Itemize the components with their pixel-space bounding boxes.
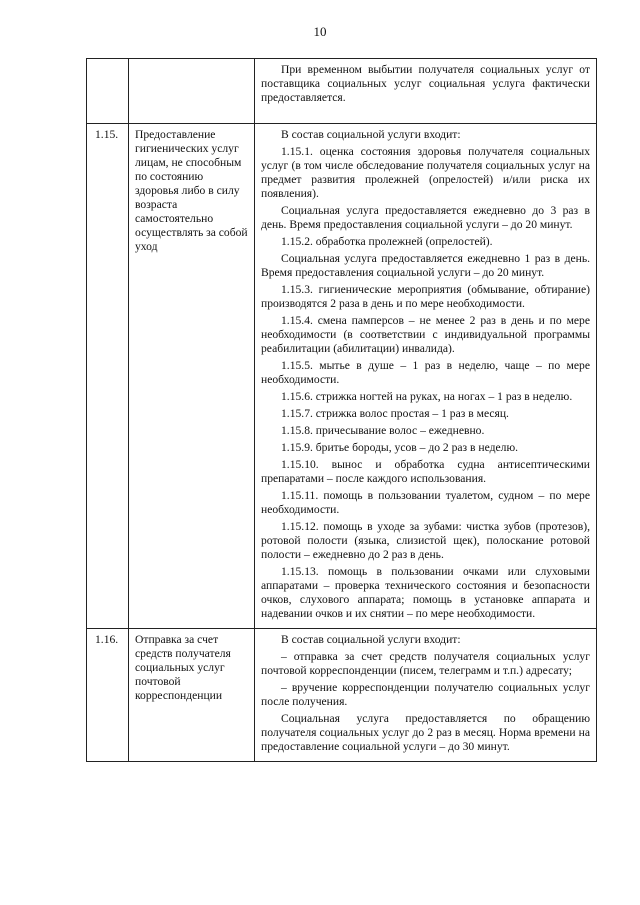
table-row (87, 59, 597, 124)
description-paragraph: 1.15.7. стрижка волос простая – 1 раз в месяц. (281, 407, 509, 420)
description-paragraph: 1.15.8. причесывание волос – ежедневно. (281, 424, 485, 437)
description-paragraph: – вручение корреспонденции получателю социальных услуг после получения. (261, 681, 590, 708)
service-name: Отправка за счет средств получателя социальных услуг почтовой корреспонденции (129, 629, 255, 762)
page-number: 10 (313, 24, 327, 39)
description-paragraph: В состав социальной услуги входит: (281, 633, 461, 646)
description-paragraph: 1.15.4. смена памперсов – не менее 2 раз в день и по мере необходимости (в соответствии с индивидуальной программы реабилитации (абилитации) инвалида). (261, 314, 590, 355)
description-paragraph: 1.15.1. оценка состояния здоровья получателя социальных услуг (в том числе обследование получателя социальных услуг на предмет развития пролежней (опрелостей) и/или риска их появления). (261, 145, 590, 200)
services-table (86, 58, 597, 762)
table-row (87, 124, 597, 629)
description-paragraph: Социальная услуга предоставляется ежедневно 1 раз в день. Время предоставления социальной услуги – до 20 минут. (261, 252, 590, 279)
description-paragraph: При временном выбытии получателя социальных услуг от поставщика социальных услуг социальная услуга фактически предоставляется. (261, 63, 590, 104)
service-description (255, 59, 597, 124)
table-row (87, 629, 597, 762)
service-description (255, 629, 597, 762)
description-paragraph: 1.15.2. обработка пролежней (опрелостей). (281, 235, 493, 248)
description-paragraph: 1.15.10. вынос и обработка судна антисептическими препаратами – после каждого использования. (261, 458, 590, 485)
description-paragraph: 1.15.11. помощь в пользовании туалетом, судном – по мере необходимости. (261, 489, 590, 516)
service-number: 1.15. (87, 124, 129, 629)
description-paragraph: 1.15.6. стрижка ногтей на руках, на ногах – 1 раз в неделю. (281, 390, 573, 403)
description-paragraph: 1.15.12. помощь в уходе за зубами: чистка зубов (протезов), ротовой полости (языка, слизистой щек), полоскание ротовой полости – ежедневно до 2 раз в день. (261, 520, 590, 561)
description-paragraph: В состав социальной услуги входит: (281, 128, 461, 141)
service-description (255, 124, 597, 629)
description-paragraph: 1.15.5. мытье в душе – 1 раз в неделю, чаще – по мере необходимости. (261, 359, 590, 386)
service-name: Предоставление гигиенических услуг лицам, не способным по состоянию здоровья либо в силу возраста самостоятельно осуществлять за собой уход (129, 124, 255, 629)
description-paragraph: – отправка за счет средств получателя социальных услуг почтовой корреспонденции (писем, телеграмм и т.п.) адресату; (261, 650, 590, 677)
description-paragraph: Социальная услуга предоставляется ежедневно до 3 раз в день. Время предоставления социальной услуги – до 20 минут. (261, 204, 590, 231)
description-paragraph: 1.15.13. помощь в пользовании очками или слуховыми аппаратами – проверка технического состояния и безопасности очков, слухового аппарата; помощь в установке аппарата и надевании очков и их снятии – по мере необходимости. (261, 565, 590, 620)
description-paragraph: 1.15.3. гигиенические мероприятия (обмывание, обтирание) производятся 2 раза в день и по мере необходимости. (261, 283, 590, 310)
description-paragraph: 1.15.9. бритье бороды, усов – до 2 раз в неделю. (281, 441, 518, 454)
service-number: 1.16. (87, 629, 129, 762)
description-paragraph: Социальная услуга предоставляется по обращению получателя социальных услуг до 2 раз в месяц. Норма времени на предоставление социальной услуги – до 30 минут. (261, 712, 590, 753)
service-number (87, 59, 129, 124)
service-name (129, 59, 255, 124)
